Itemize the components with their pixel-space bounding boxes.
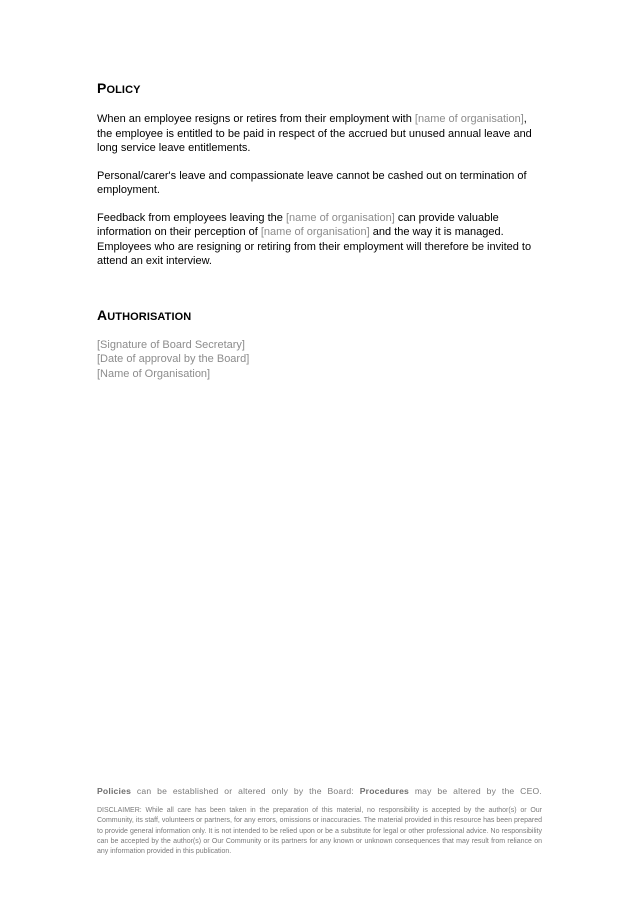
- policies-text: can be established or altered only by the Board:: [131, 786, 360, 796]
- policy-heading-initial: P: [97, 80, 107, 96]
- disclaimer-text: DISCLAIMER: While all care has been taken in the preparation of this material, no responsibility is accepted by the author(s) or Our Community, its staff, volunteers or partners, for any errors, omissions or inaccuracies. The material provided in this resource has been prepared to provide general information only. It is not intended to be relied upon or be a substitute for legal or other professional advice. No responsibility can be accepted by the author(s) or Our Community or its partners for any known or unknown consequences that may result from reliance on any information provided in this publication.: [97, 807, 542, 856]
- organisation-name-line: [Name of Organisation]: [97, 367, 211, 380]
- authorisation-heading-rest: UTHORISATION: [107, 310, 192, 323]
- organisation-name-placeholder: [name of organisation]: [285, 211, 395, 224]
- procedures-text: may be altered by the CEO.: [409, 786, 542, 796]
- procedures-label: Procedures: [359, 786, 410, 796]
- page-footer: [97, 786, 542, 864]
- policy-paragraph-1: [97, 112, 542, 156]
- policy-p3-text-middle: can provide valuable information on their perception of: [97, 211, 499, 238]
- organisation-name-placeholder: [name of organisation]: [260, 226, 370, 238]
- authorisation-heading: [97, 307, 542, 323]
- approval-date-placeholder: [Date of approval by the Board]: [97, 353, 250, 365]
- policy-heading-rest: OLICY: [106, 84, 141, 96]
- signature-placeholder: [Signature of Board Secretary]: [97, 338, 245, 351]
- policy-paragraph-2: Personal/carer's leave and compassionate leave cannot be cashed out on termination of employment.: [97, 169, 527, 196]
- authorisation-heading-initial: A: [97, 306, 108, 323]
- policy-heading: [97, 80, 542, 96]
- policy-p1-text-after: , the employee is entitled to be paid in respect of the accrued but unused annual leave and long service leave entitlements.: [97, 113, 532, 154]
- policy-p1-text-before: When an employee resigns or retires from their employment with: [97, 113, 415, 125]
- policy-p3-text-after: and the way it is managed. Employees who are resigning or retiring from their employment will therefore be invited to attend an exit interview.: [97, 226, 532, 267]
- policy-content: [97, 78, 542, 381]
- organisation-name-placeholder: [name of organisation]: [414, 113, 524, 125]
- policies-label: Policies: [97, 786, 132, 796]
- governance-note: [97, 786, 542, 796]
- policy-paragraph-3: [97, 211, 542, 269]
- policy-p3-text-before: Feedback from employees leaving the: [97, 211, 286, 224]
- authorisation-block: [97, 338, 542, 382]
